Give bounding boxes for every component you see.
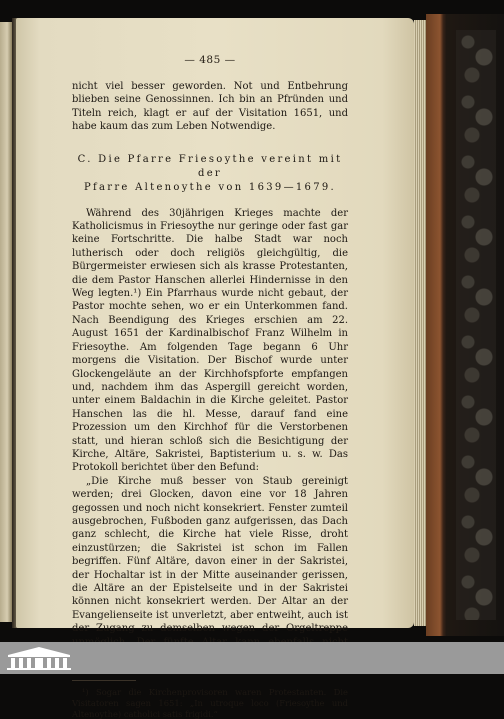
page-content [72,54,348,719]
library-building-logo-icon [4,645,74,671]
left-page-edge [0,22,12,622]
footer-bar [0,642,504,674]
paragraph-intro: nicht viel besser geworden. Not und Entbehrung blieben seine Genossinnen. Ich bin an Pfründen und Titeln reich, klagt er auf der Visitation 1651, und habe kaum das zum Leben Notwendige. [72,81,348,133]
marbled-cover-pattern [456,30,496,620]
section-heading-line1: C. Die Pfarre Friesoythe vereint mit der [77,153,343,179]
paragraph-main: Während des 30jährigen Krieges machte der Katholicismus in Friesoythe nur geringe oder fast gar keine Fortschritte. Die halbe Stadt war noch lutherisch oder doch religiös gleichgültig, die Bürgermeister erwiesen sich als krasse Protestanten, die dem Pastor Hanschen allerlei Hindernisse in den Weg legten.¹) Ein Pfarrhaus wurde nicht gebaut, der Pastor mochte sehen, wo er ein Unterkommen fand. Nach Beendigung des Krieges erschien am 22. August 1651 der Kardinalbischof Franz Wilhelm in Friesoythe. Am folgenden Tage begann 6 Uhr morgens die Visitation. Der Bischof wurde unter Glockengeläute an der Kirchhofspforte empfangen und, nachdem ihm das Aspergill gereicht worden, unter einem Baldachin in die Kirche geleitet. Pastor Hanschen las die hl. Messe, darauf fand eine Prozession um den Kirchhof für die Verstorbenen statt, und hieran schloß sich die Besichtigung der Kirche, Altäre, Sakristei, Baptisterium u. s. w. Das Protokoll berichtet über den Befund: [72,207,348,474]
page-stack-edges [414,20,426,626]
section-heading-line2: Pfarre Altenoythe von 1639—1679. [83,181,337,193]
section-heading [72,153,348,195]
paragraph-protocol-quote: „Die Kirche muß besser von Staub gereinigt werden; drei Glocken, davon eine vor 18 Jahren gegossen und noch nicht konsekriert. Fenster zumteil ausgebrochen, Fußboden ganz aufgerissen, das Dach ganz schlecht, die Kirche hat viele Risse, droht einzustürzen; die Sakristei ist schon im Fallen begriffen. Fünf Altäre, davon einer in der Sakristei, der Hochaltar ist in der Mitte auseinander gerissen, die Altäre an der Epistelseite und in der Sakristei können nicht konsekriert werden. Der Altar an der Evangelienseite ist unverletzt, aber entweiht, auch ist der Zugang zu demselben wegen der Orgeltreppe [72,475,348,635]
footnote-divider [72,680,136,681]
footnote: ¹) Sogar die Kirchenprovisoren waren Protestanten. Die Visitatoren sagen 1651: „In utroque loco (Friesoythe und Altenoythe) catholici satis frigidi.“ [72,687,348,719]
page-number: — 485 — [184,54,236,66]
